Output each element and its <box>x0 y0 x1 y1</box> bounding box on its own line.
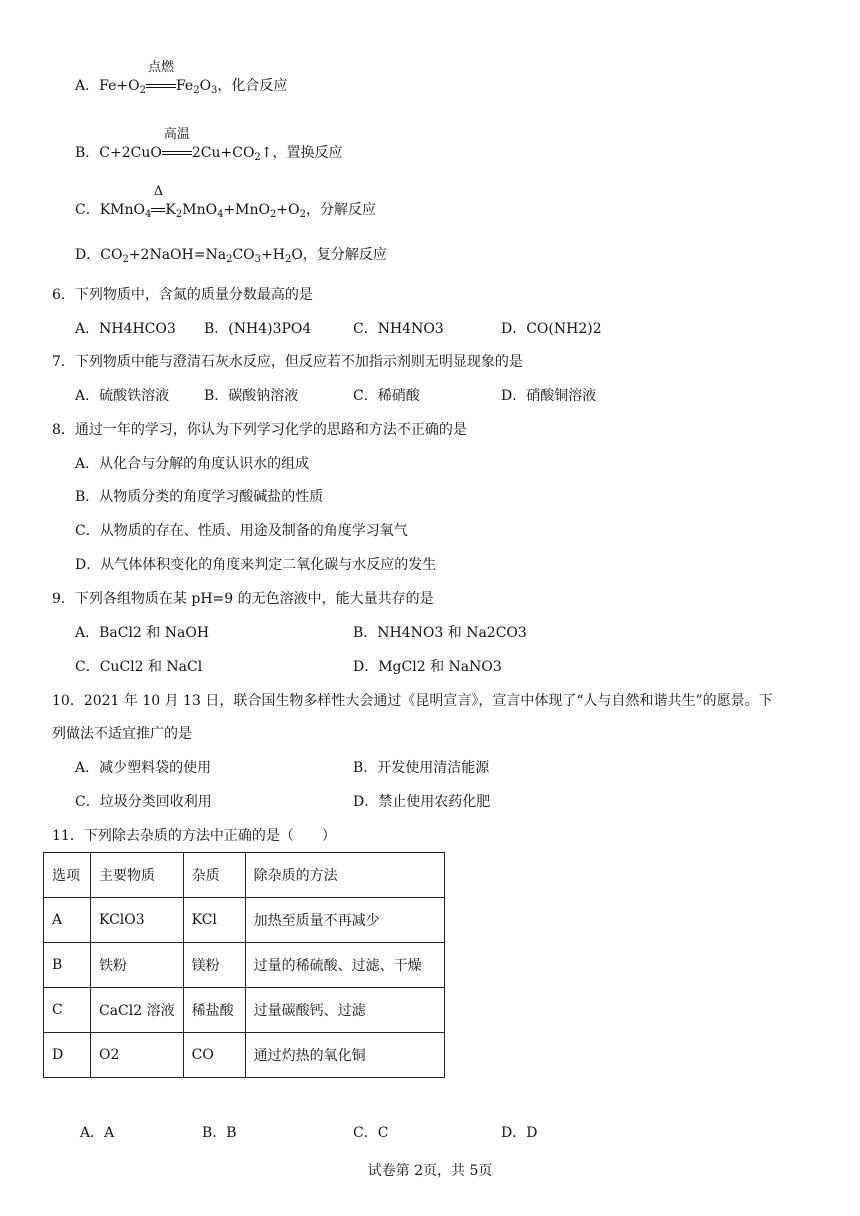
q10-stem-line1: 10．2021 年 10 月 13 日，联合国生物多样性大会通过《昆明宣言》，宣言中体现了“人与自然和谐共生”的愿景。下 <box>52 693 773 709</box>
table-cell: KClO3 <box>91 898 184 943</box>
table-cell: 通过灼热的氧化铜 <box>245 1033 444 1078</box>
page-footer: 试卷第 2页，共 5页 <box>367 1163 493 1179</box>
q10-option-c[interactable]: C．垃圾分类回收利用 <box>75 794 212 810</box>
gas-arrow-icon: ↑ <box>260 145 273 161</box>
q8-option-c[interactable]: C．从物质的存在、性质、用途及制备的角度学习氧气 <box>75 523 408 539</box>
q8-option-d[interactable]: D．从气体体积变化的角度来判定二氧化碳与水反应的发生 <box>75 557 437 573</box>
table-row <box>44 943 445 988</box>
table-cell: CaCl2 溶液 <box>91 988 184 1033</box>
table-cell: C <box>44 988 91 1033</box>
q11-option-d[interactable]: D．D <box>501 1125 538 1141</box>
table-cell: CO <box>183 1033 245 1078</box>
q11-stem: 11．下列除去杂质的方法中正确的是（ ） <box>52 828 336 844</box>
q10-option-d[interactable]: D．禁止使用农药化肥 <box>353 794 491 810</box>
q11-option-b[interactable]: B．B <box>202 1125 237 1141</box>
reaction-condition: 高温 <box>162 143 192 163</box>
table-header-row <box>44 853 445 898</box>
q11-option-a[interactable]: A．A <box>80 1125 115 1141</box>
q8-option-b[interactable]: B．从物质分类的角度学习酸碱盐的性质 <box>75 489 324 505</box>
q9-option-c[interactable]: C．CuCl2 和 NaCl <box>75 659 203 675</box>
q9-option-d[interactable]: D．MgCl2 和 NaNO3 <box>353 659 502 675</box>
table-cell: D <box>44 1033 91 1078</box>
q5-option-d[interactable]: D．$CO_2+2NaOH=Na_2CO_3+H_2O$，复分解反应 <box>75 247 387 265</box>
q9-stem: 9．下列各组物质在某 pH=9 的无色溶液中，能大量共存的是 <box>52 591 434 607</box>
table-row <box>44 1033 445 1078</box>
table-cell: B <box>44 943 91 988</box>
q8-option-a[interactable]: A．从化合与分解的角度认识水的组成 <box>75 456 310 472</box>
q5-option-c[interactable]: C．KMnO$_4$ Δ $K_2MnO_4+MnO_2+O_2$，分解反应 <box>75 184 376 220</box>
table-row <box>44 988 445 1033</box>
q6-option-d[interactable]: D．CO(NH2)2 <box>501 321 602 337</box>
q10-option-b[interactable]: B．开发使用清洁能源 <box>353 760 490 776</box>
q9-option-a[interactable]: A．BaCl2 和 NaOH <box>75 625 210 641</box>
table-cell: A <box>44 898 91 943</box>
q7-stem: 7．下列物质中能与澄清石灰水反应，但反应若不加指示剂则无明显现象的是 <box>52 354 523 370</box>
table-cell: 稀盐酸 <box>183 988 245 1033</box>
table-cell: 过量的稀硫酸、过滤、干燥 <box>245 943 444 988</box>
q6-option-c[interactable]: C．NH4NO3 <box>353 321 444 337</box>
q9-option-b[interactable]: B．NH4NO3 和 Na2CO3 <box>353 625 527 641</box>
table-cell: 镁粉 <box>183 943 245 988</box>
table-header-cell: 除杂质的方法 <box>245 853 444 898</box>
table-cell: 铁粉 <box>91 943 184 988</box>
q10-stem-line2: 列做法不适宜推广的是 <box>52 726 192 742</box>
q6-option-a[interactable]: A．NH4HCO3 <box>75 321 176 337</box>
q11-option-c[interactable]: C．C <box>353 1125 389 1141</box>
table-cell: 加热至质量不再减少 <box>245 898 444 943</box>
table-header-cell: 主要物质 <box>91 853 184 898</box>
table-cell: 过量碳酸钙、过滤 <box>245 988 444 1033</box>
q8-stem: 8．通过一年的学习，你认为下列学习化学的思路和方法不正确的是 <box>52 422 467 438</box>
q5-option-b[interactable]: B．C+2CuO 高温 $2Cu+CO_2↑$，置换反应 <box>75 127 343 163</box>
table-row <box>44 898 445 943</box>
q7-option-a[interactable]: A．硫酸铁溶液 <box>75 388 170 404</box>
q10-option-a[interactable]: A．减少塑料袋的使用 <box>75 760 212 776</box>
q7-option-c[interactable]: C．稀硝酸 <box>353 388 420 404</box>
table-cell: KCl <box>183 898 245 943</box>
q7-option-d[interactable]: D．硝酸铜溶液 <box>501 388 597 404</box>
table-header-cell: 杂质 <box>183 853 245 898</box>
reaction-condition: Δ <box>151 200 165 220</box>
q6-stem: 6．下列物质中，含氮的质量分数最高的是 <box>52 287 313 303</box>
q6-option-b[interactable]: B．(NH4)3PO4 <box>204 321 312 337</box>
q7-option-b[interactable]: B．碳酸钠溶液 <box>204 388 299 404</box>
impurity-removal-table <box>43 852 445 1078</box>
q5-option-a[interactable]: A．$Fe+O_2$ 点燃 $Fe_2O_3$，化合反应 <box>75 60 288 96</box>
table-cell: O2 <box>91 1033 184 1078</box>
reaction-condition: 点燃 <box>146 76 176 96</box>
table-header-cell: 选项 <box>44 853 91 898</box>
